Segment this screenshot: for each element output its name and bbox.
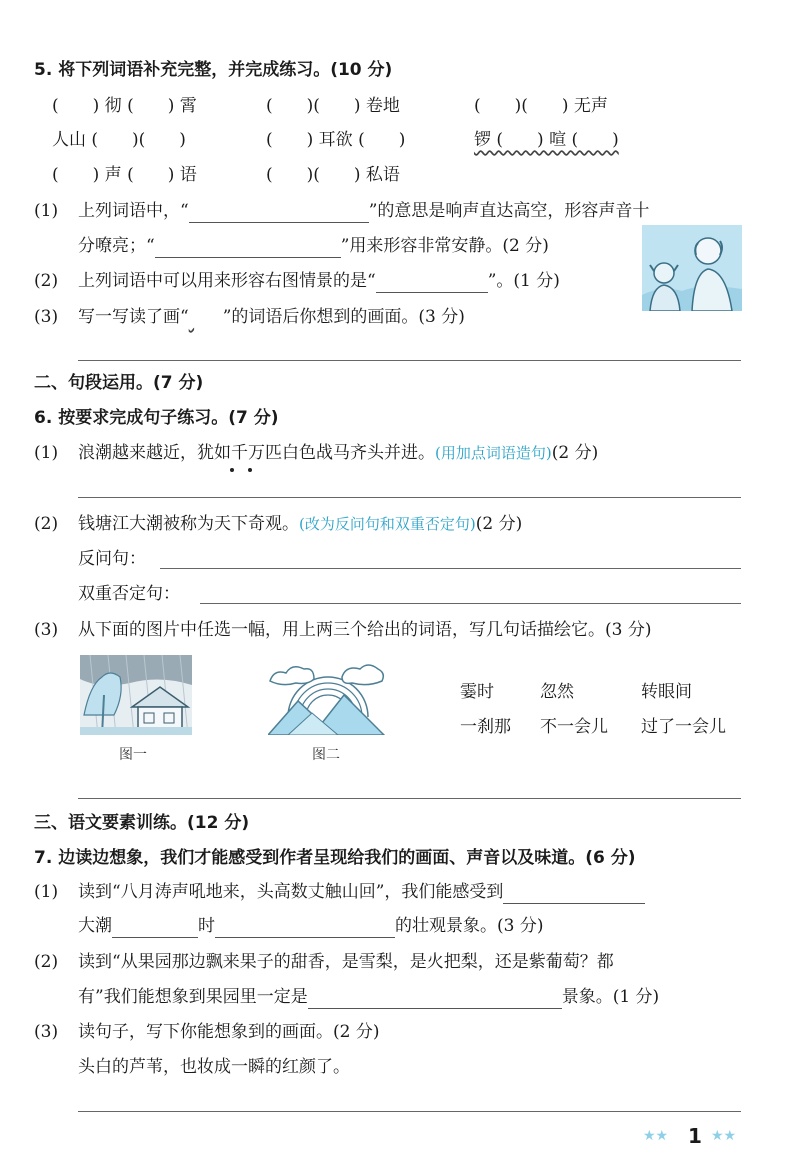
page-number: 1 — [688, 1124, 702, 1148]
q6-sub1-num: (1) — [34, 443, 59, 463]
q5-word-4: 人山 ( )( ) — [52, 130, 186, 150]
q7-sub1-line1: 读到“八月涛声吼地来，头高数丈触山回”，我们能感受到 — [78, 880, 645, 904]
emphasis-dot — [230, 468, 234, 472]
q5-word-3: ( )( ) 无声 — [474, 96, 608, 116]
q6-sub3-line: 从下面的图片中任选一幅，用上两三个给出的词语，写几句话描绘它。(3 分) — [78, 620, 652, 640]
q5-word-6-wavy: 锣 ( ) 喧 ( ) — [474, 130, 619, 150]
q5-sub1-line2: 分嘹亮；“ ”用来形容非常安静。(2 分) — [78, 236, 549, 256]
q5-sub1-line1: 上列词语中，“ ”的意思是响声直达高空，形容声音十 — [78, 201, 650, 221]
q6-sub3-num: (3) — [34, 620, 59, 640]
word-bank-item: 霎时 — [460, 682, 494, 702]
q6-sub2-num: (2) — [34, 514, 59, 534]
answer-blank[interactable] — [308, 988, 562, 1009]
q7-sub1-num: (1) — [34, 882, 59, 902]
star-icon: ★★ — [643, 1128, 669, 1144]
wavy-mark — [189, 305, 223, 329]
q7-sub2-line2: 有”我们能想象到果园里一定是 景象。(1 分) — [78, 987, 660, 1007]
rhetorical-question-label: 反问句： — [78, 549, 146, 569]
figure-2-rainbow — [268, 655, 388, 735]
figure-1-caption: 图一 — [119, 747, 147, 763]
double-negative-answer-line[interactable] — [200, 603, 741, 604]
word-bank-item: 忽然 — [540, 682, 574, 702]
figure-1-storm-house — [80, 655, 192, 735]
q7-sub3-quote: 头白的芦苇，也妆成一瞬的红颜了。 — [78, 1057, 350, 1077]
q5-word-1: ( ) 彻 ( ) 霄 — [52, 96, 197, 116]
q7-sub2-line1: 读到“从果园那边飘来果子的甜香，是雪梨，是火把梨，还是紫葡萄？都 — [78, 952, 614, 972]
q5-word-7: ( ) 声 ( ) 语 — [52, 165, 197, 185]
emphasis-dot — [248, 468, 252, 472]
q5-word-8: ( )( ) 私语 — [266, 165, 400, 185]
section2-title: 二、句段运用。(7 分) — [34, 373, 204, 393]
q5-sub3-line: 写一写读了画“ ”的词语后你想到的画面。(3 分) — [78, 307, 465, 327]
answer-blank[interactable] — [189, 202, 369, 223]
noise-illustration — [642, 225, 742, 311]
writing-line[interactable] — [78, 360, 741, 361]
section3-title: 三、语文要素训练。(12 分) — [34, 813, 250, 833]
q7-sub1-line2: 大潮 时 的壮观景象。(3 分) — [78, 916, 544, 936]
answer-blank[interactable] — [215, 917, 395, 938]
q6-title: 6. 按要求完成句子练习。(7 分) — [34, 408, 279, 428]
q7-title: 7. 边读边想象，我们才能感受到作者呈现给我们的画面、声音以及味道。(6 分) — [34, 848, 636, 868]
q5-title: 5. 将下列词语补充完整，并完成练习。(10 分) — [34, 60, 393, 80]
rhetorical-answer-line[interactable] — [160, 568, 741, 569]
answer-blank[interactable] — [503, 883, 645, 904]
q6-sub2-line: 钱塘江大潮被称为天下奇观。(改为反问句和双重否定句)(2 分) — [78, 514, 523, 534]
double-negative-label: 双重否定句： — [78, 584, 180, 604]
q7-sub3-num: (3) — [34, 1022, 59, 1042]
word-bank-item: 一刹那 — [460, 717, 511, 737]
q5-sub1-num: (1) — [34, 201, 59, 221]
answer-blank[interactable] — [376, 272, 488, 293]
q5-sub2-line: 上列词语中可以用来形容右图情景的是“ ”。(1 分) — [78, 271, 560, 291]
q5-sub3-num: (3) — [34, 307, 59, 327]
q5-word-2: ( )( ) 卷地 — [266, 96, 400, 116]
q5-word-5: ( ) 耳欲 ( ) — [266, 130, 406, 150]
q7-sub2-num: (2) — [34, 952, 59, 972]
writing-line[interactable] — [78, 497, 741, 498]
figure-2-caption: 图二 — [312, 747, 340, 763]
word-bank-item: 不一会儿 — [540, 717, 608, 737]
answer-blank[interactable] — [112, 917, 198, 938]
word-bank-item: 转眼间 — [641, 682, 692, 702]
star-icon: ★★ — [711, 1128, 737, 1144]
answer-blank[interactable] — [155, 237, 341, 258]
word-bank-item: 过了一会儿 — [641, 717, 726, 737]
writing-line[interactable] — [78, 798, 741, 799]
q7-sub3-line1: 读句子，写下你能想象到的画面。(2 分) — [78, 1022, 380, 1042]
writing-line[interactable] — [78, 1111, 741, 1112]
q5-sub2-num: (2) — [34, 271, 59, 291]
q6-sub1-line: 浪潮越来越近，犹如千万匹白色战马齐头并进。(用加点词语造句)(2 分) — [78, 443, 599, 463]
